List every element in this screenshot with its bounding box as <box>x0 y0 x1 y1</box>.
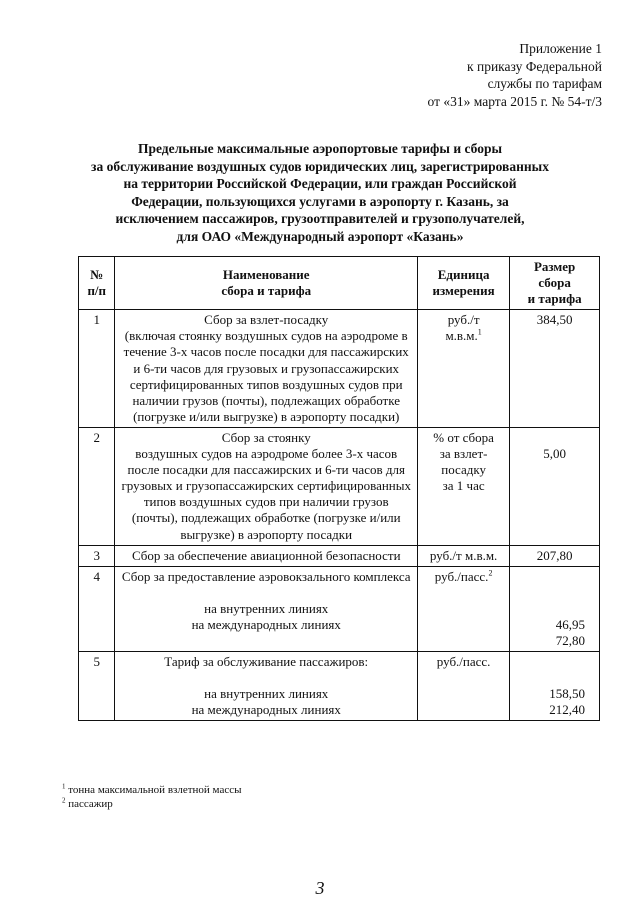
title-line: для ОАО «Международный аэропорт «Казань» <box>176 228 464 244</box>
row-value: 5,00 <box>510 427 600 545</box>
row-unit: % от сбора за взлет- посадку за 1 час <box>418 427 510 545</box>
row-name-head: Сбор за стоянку <box>221 429 311 445</box>
table-header-row <box>79 257 600 310</box>
header-number: № п/п <box>79 257 115 310</box>
row-number: 3 <box>79 545 115 566</box>
row-number: 2 <box>79 427 115 545</box>
row-number: 1 <box>79 310 115 428</box>
header-value: Размер сбора и тарифа <box>510 257 600 310</box>
table-row <box>79 566 600 651</box>
row-domestic-label: на внутренних линиях <box>204 685 329 701</box>
row-domestic-label: на внутренних линиях <box>204 600 329 616</box>
title-line: исключением пассажиров, грузоотправителей и грузополучателей, <box>115 211 525 227</box>
title-line: Предельные максимальные аэропортовые тарифы и сборы <box>137 141 502 156</box>
page-number: 3 <box>315 878 325 898</box>
header-unit: Единица измерения <box>418 257 510 310</box>
header-name: Наименование сбора и тарифа <box>115 257 418 310</box>
order-date-number: от «31» марта 2015 г. № 54-т/3 <box>427 93 602 109</box>
order-reference: к приказу Федеральной <box>467 58 602 74</box>
row-name: Сбор за обеспечение авиационной безопасности <box>115 545 418 566</box>
row-name-text: Сбор за предоставление аэровокзального комплекса <box>121 568 411 584</box>
document-header <box>342 40 602 110</box>
row-name <box>115 427 418 545</box>
row-name-text: (включая стоянку воздушных судов на аэродроме в течение 3-х часов после посадки для пассажирских и 6-ти часов для грузовых и грузопассажирских сертифицированных типов воздушных судов при наличии грузов (почты), подлежащих обработке (погрузке и/или выгрузке) в аэропорту посадки) <box>123 328 409 424</box>
row-name <box>115 651 418 720</box>
footnote-2: $^2$ пассажир <box>62 796 113 810</box>
row-name-text: Тариф за обслуживание пассажиров: <box>164 653 369 669</box>
row-number: 5 <box>79 651 115 720</box>
row-value: 384,50 <box>510 310 600 428</box>
row-name-head: Сбор за взлет-посадку <box>204 312 329 328</box>
table-row <box>79 651 600 720</box>
value-domestic: 46,95 <box>555 616 585 632</box>
row-international-label: на международных линиях <box>191 616 341 632</box>
row-value <box>510 651 600 720</box>
value-domestic: 158,50 <box>549 685 585 701</box>
row-name-text: воздушных судов на аэродроме более 3-х часов после посадки для пассажирских и 6-ти часов для грузовых и грузопассажирских сертифицированных типов воздушных судов при наличии грузов (почты), подлежащих обработке (погрузке и/или выгрузке) в аэропорту посадки <box>121 446 411 542</box>
row-name <box>115 566 418 651</box>
table-row <box>79 427 600 545</box>
row-name <box>115 310 418 428</box>
title-line: на территории Российской Федерации, или граждан Российской <box>123 176 517 192</box>
value-international: 212,40 <box>549 701 585 717</box>
appendix-label: Приложение 1 <box>519 41 602 56</box>
document-title <box>0 140 640 246</box>
table-row <box>79 545 600 566</box>
row-value <box>510 566 600 651</box>
row-unit: руб./пасс.$^2$ <box>418 566 510 651</box>
value-international: 72,80 <box>555 632 585 648</box>
title-line: за обслуживание воздушных судов юридических лиц, зарегистрированных <box>91 158 549 174</box>
row-value: 207,80 <box>510 545 600 566</box>
row-unit: руб./т м.в.м. <box>418 545 510 566</box>
footnote-1: $^1$ тонна максимальной взлетной массы <box>62 782 242 796</box>
agency-name: службы по тарифам <box>487 76 602 91</box>
row-unit: руб./т м.в.м.$^1$ <box>418 310 510 428</box>
tariffs-table <box>78 256 600 721</box>
table-row <box>79 310 600 428</box>
row-unit: руб./пасс. <box>418 651 510 720</box>
row-international-label: на международных линиях <box>191 702 341 718</box>
footnotes <box>62 783 241 811</box>
title-line: Федерации, пользующихся услугами в аэропорту г. Казань, за <box>131 193 509 209</box>
row-number: 4 <box>79 566 115 651</box>
